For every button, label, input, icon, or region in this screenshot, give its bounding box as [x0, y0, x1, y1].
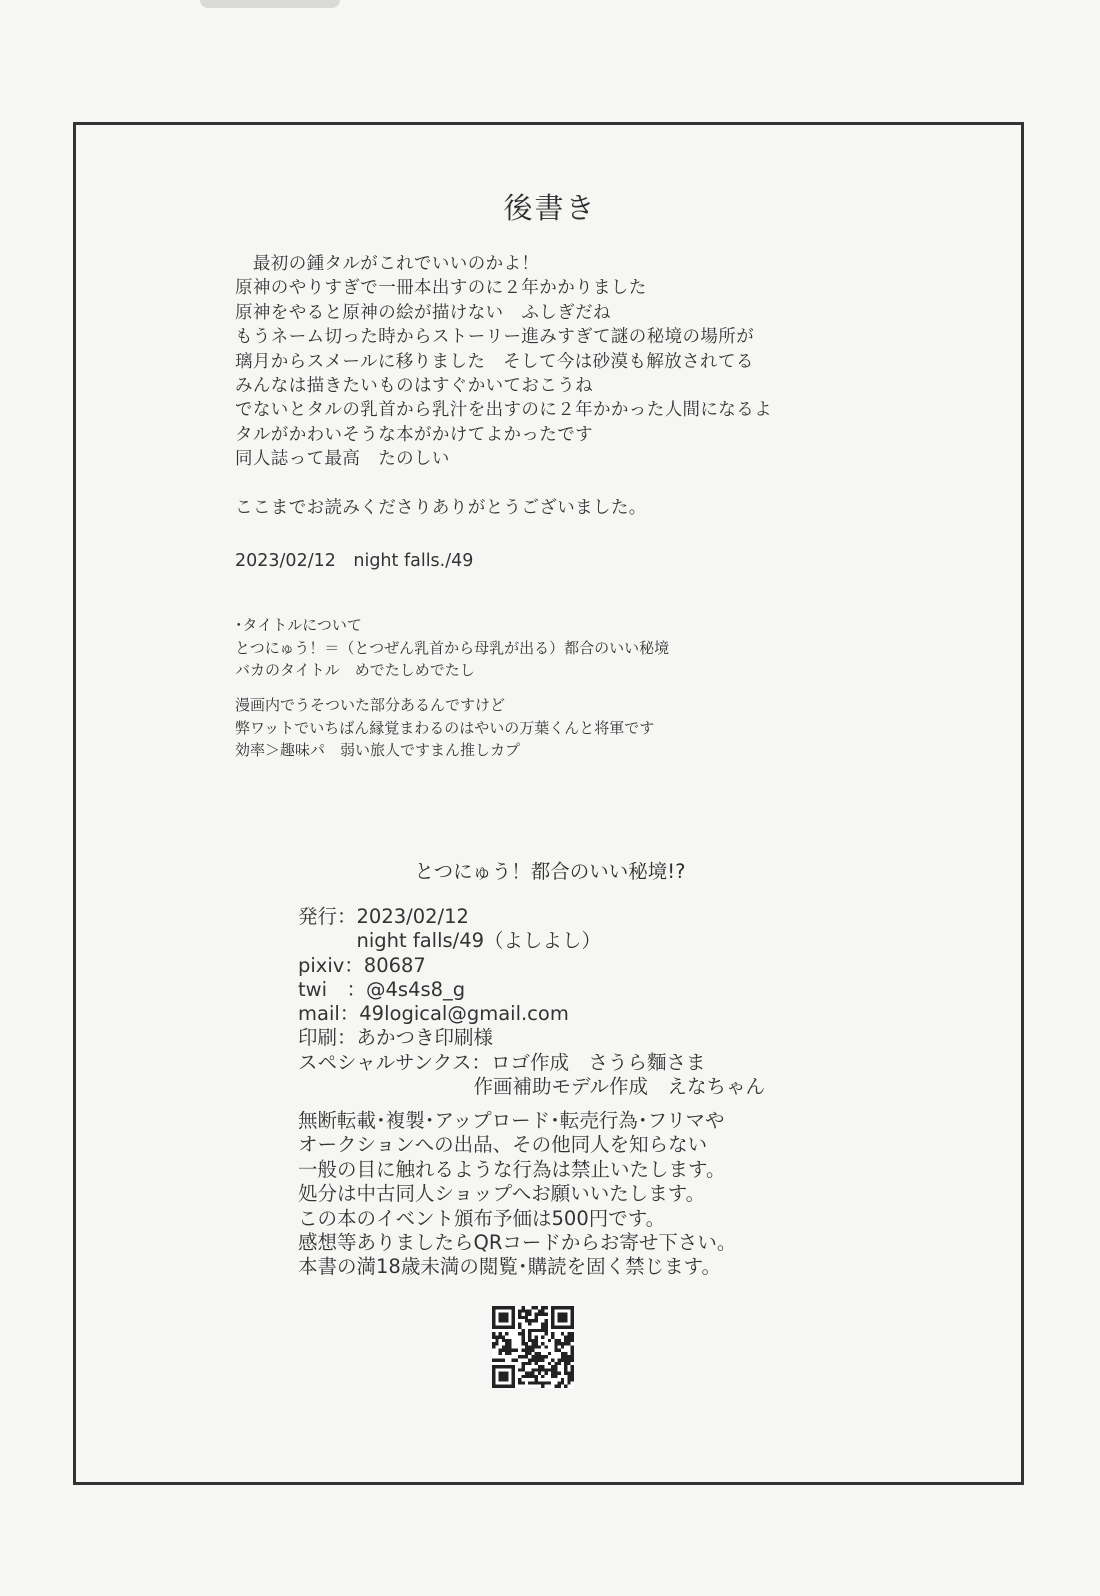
colophon-line: pixiv：80687 [298, 953, 426, 977]
notice-line: 本書の満18歳未満の閲覧･購読を固く禁じます。 [298, 1255, 722, 1279]
legal-notice [298, 1109, 736, 1280]
notice-line: 一般の目に触れるような行為は禁止いたします。 [298, 1157, 726, 1181]
notice-line: 無断転載･複製･アップロード･転売行為･フリマや [298, 1109, 725, 1132]
note-lines-line: でないとタルの乳首から乳汁を出すのに２年かかった人間になるよ [235, 400, 772, 421]
afterword-heading: 後書き [503, 191, 597, 225]
note-lines-line: タルがかわいそうな本がかけてよかったです [235, 424, 593, 445]
manga-note-line: 弊ワットでいちばん縁覚まわるのはやいの万葉くんと将軍です [235, 718, 655, 737]
note-lines-line: 原神のやりすぎで一冊本出すのに２年かかりました [235, 278, 647, 299]
notice-line: 感想等ありましたらQRコードからお寄せ下さい。 [298, 1231, 737, 1255]
colophon-line: night falls/49（よしよし） [298, 929, 602, 953]
colophon-line: mail：49logical@gmail.com [298, 1002, 569, 1026]
qr-code-icon [492, 1306, 574, 1388]
note-lines-line: みんなは描きたいものはすぐかいておこうね [235, 376, 593, 397]
colophon-line: twi ：@4s4s8_g [298, 977, 466, 1001]
manga-note-line: 漫画内でうそついた部分あるんですけど [235, 696, 506, 714]
colophon-line: 作画補助モデル作成 えなちゃん [298, 1075, 766, 1099]
note-lines-line: 原神をやると原神の絵が描けない ふしぎだね [235, 302, 611, 323]
afterword-note [235, 252, 772, 472]
manga-remarks [235, 694, 654, 762]
scan-smudge [200, 0, 340, 8]
manga-note-line: 効率＞趣味パ 弱い旅人ですまん推しカプ [235, 741, 521, 759]
note-lines-line: もうネーム切った時からストーリー進みすぎて謎の秘境の場所が [235, 327, 755, 348]
title-about-line: バカのタイトル めでたしめでたし [235, 661, 475, 679]
title-about-line: ･タイトルについて [235, 616, 362, 634]
date-signature: 2023/02/12 night falls./49 [235, 551, 474, 571]
title-explanation [235, 614, 669, 682]
colophon-line: 印刷：あかつき印刷様 [298, 1026, 494, 1050]
note-lines-line: 同人誌って最高 たのしい [235, 449, 450, 470]
notice-line: この本のイベント頒布予価は500円です。 [298, 1206, 666, 1230]
notice-line: オークションへの出品、その他同人を知らない [298, 1133, 708, 1157]
book-title: とつにゅう！都合のいい秘境!? [414, 860, 686, 883]
colophon [298, 905, 765, 1099]
note-lines-line: 璃月からスメールに移りました そして今は砂漠も解放されてる [235, 351, 754, 372]
title-about-line: とつにゅう！＝（とつぜん乳首から母乳が出る）都合のいい秘境 [235, 638, 670, 657]
note-lines-line: 最初の鍾タルがこれでいいのかよ！ [235, 254, 540, 274]
colophon-line: 発行：2023/02/12 [298, 905, 469, 928]
thanks-line: ここまでお読みくださりありがとうございました。 [235, 498, 647, 518]
colophon-line: スペシャルサンクス：ロゴ作成 さうら麵さま [298, 1050, 706, 1074]
notice-line: 処分は中古同人ショップへお願いいたします。 [298, 1182, 706, 1206]
